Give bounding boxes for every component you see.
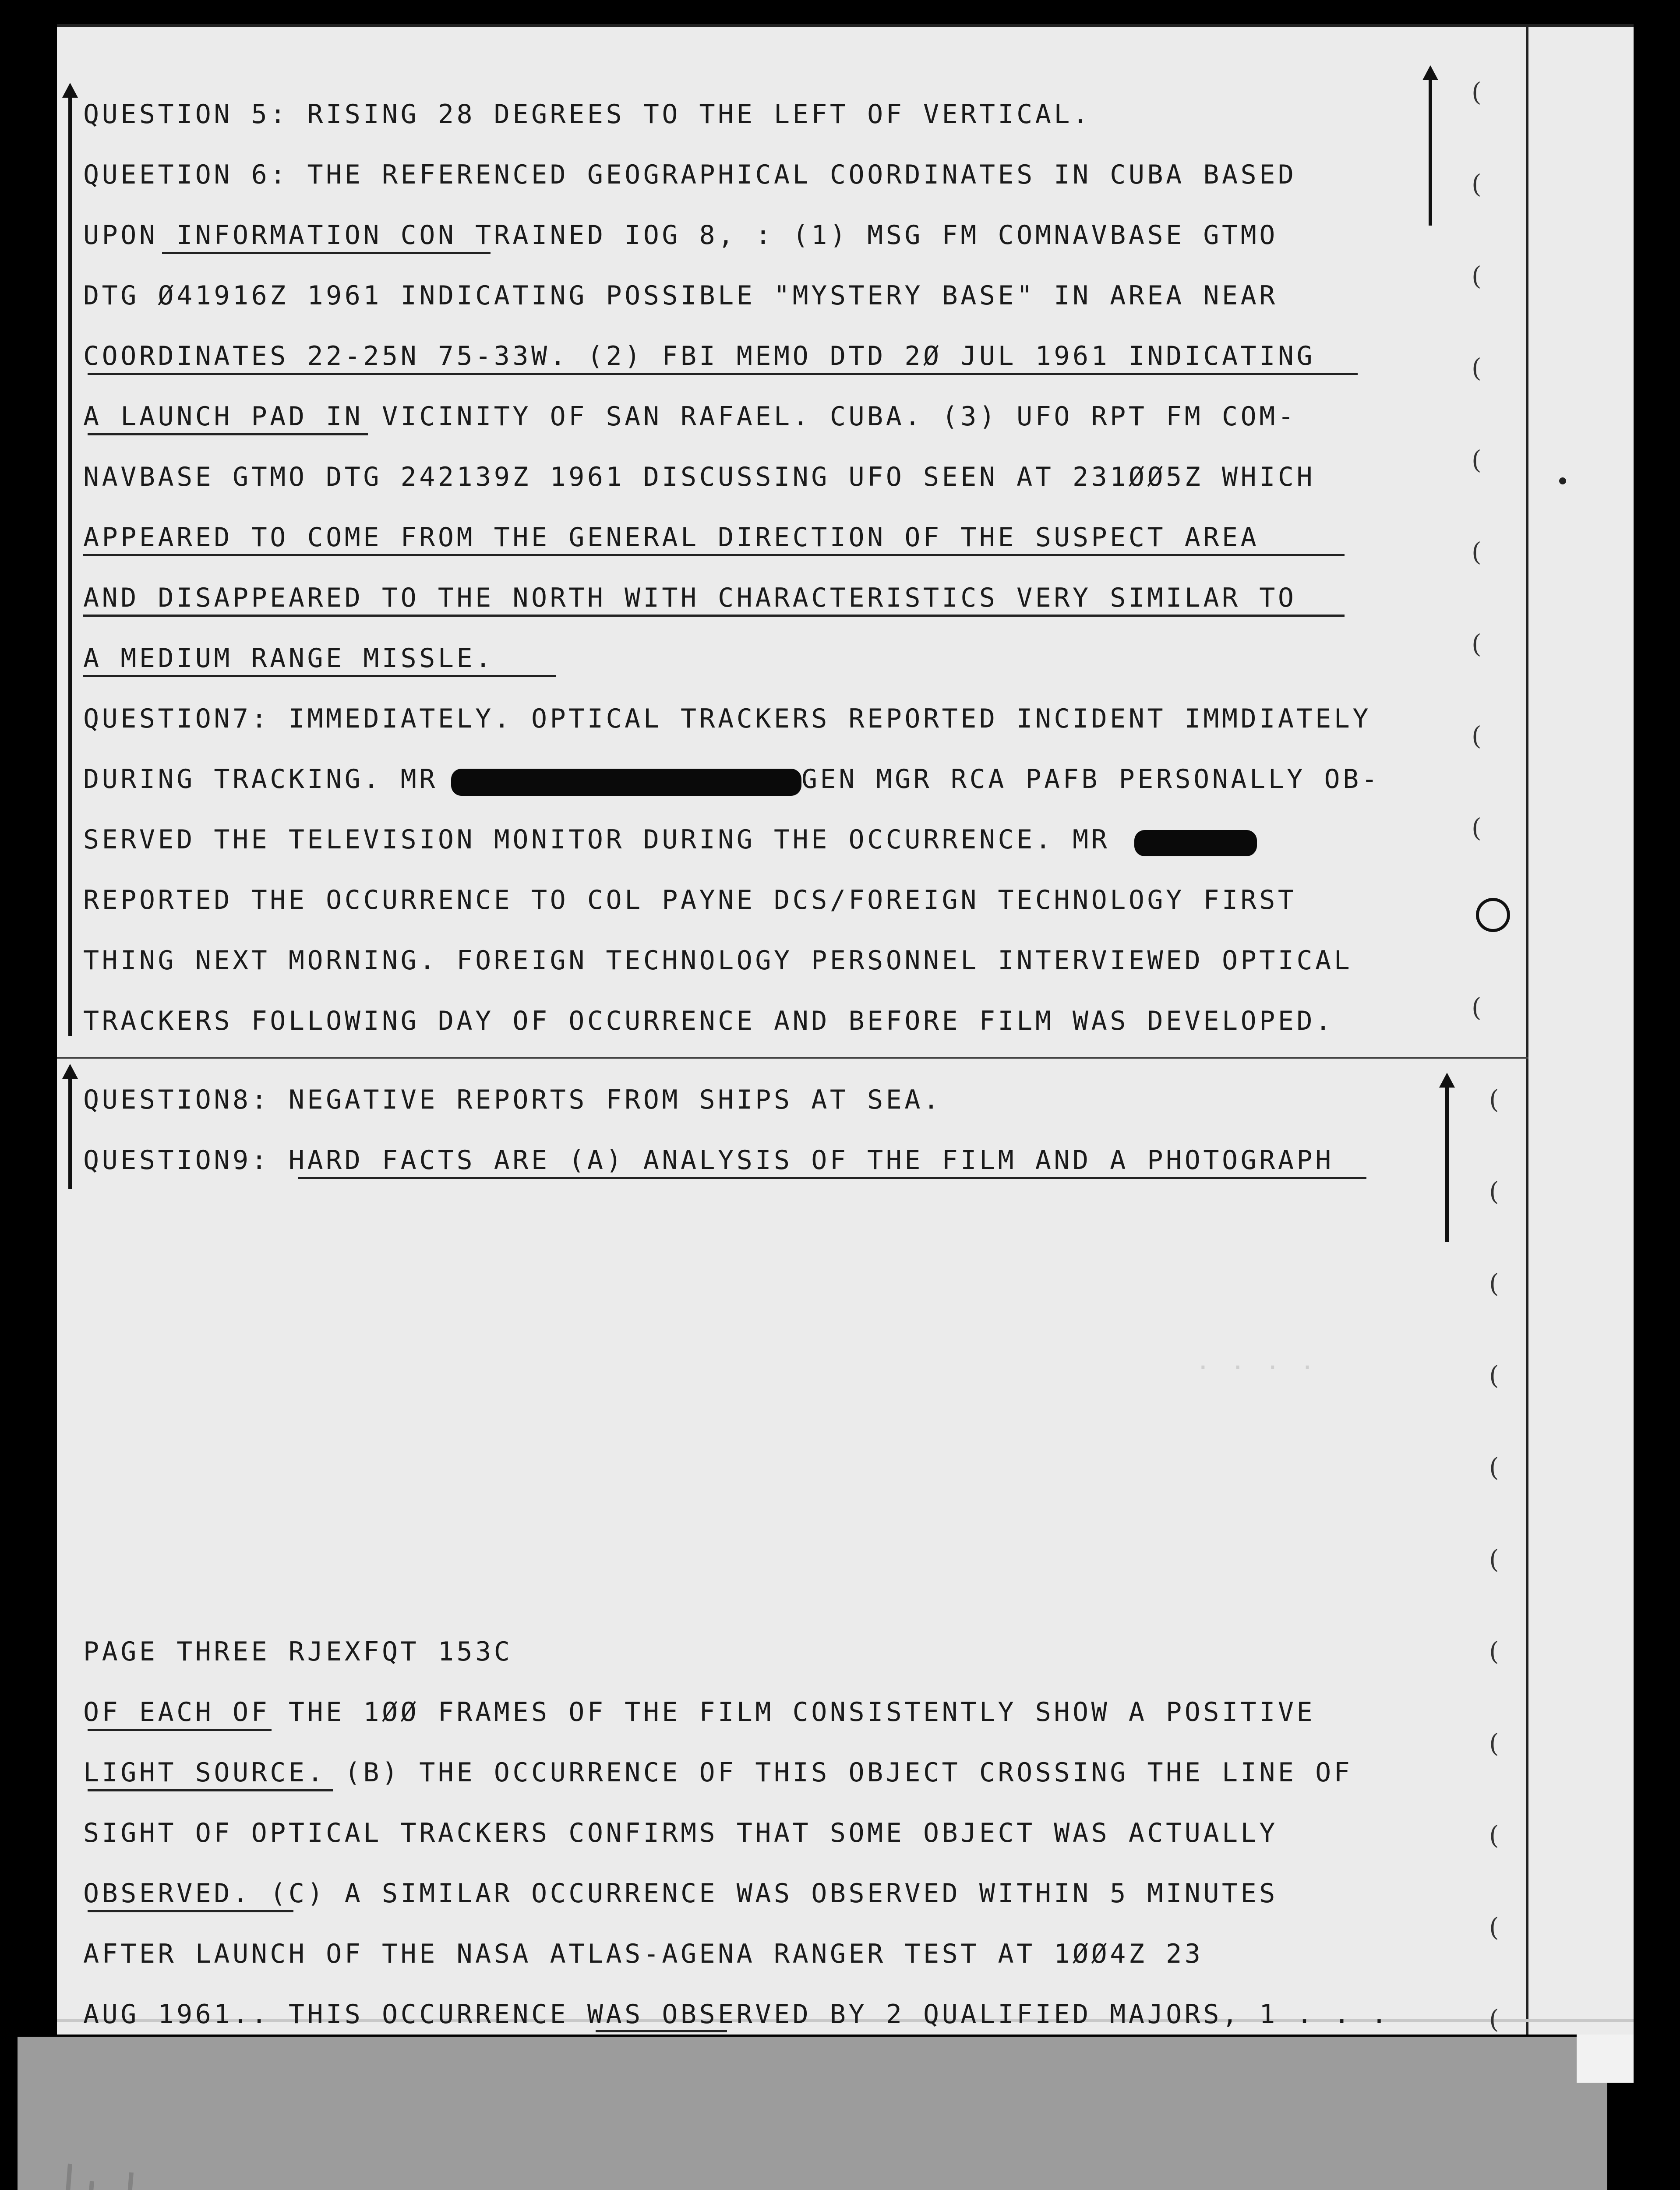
left-arrow-up-icon: [68, 1075, 72, 1084]
hand-underline: [83, 554, 1345, 556]
typed-line: SIGHT OF OPTICAL TRACKERS CONFIRMS THAT SOME OBJECT WAS ACTUALLY: [83, 1818, 1278, 1848]
typed-line: AUG 1961.. THIS OCCURRENCE WAS OBSERVED BY 2 QUALIFIED MAJORS, 1 . . .: [83, 1999, 1390, 2030]
typed-line: UPON INFORMATION CON TRAINED IOG 8, : (1) MSG FM COMNAVBASE GTMO: [83, 220, 1278, 251]
feed-hole-icon: (: [1489, 1728, 1499, 1758]
feed-hole-icon: (: [1472, 629, 1482, 659]
left-margin-bar-mid: [68, 1075, 72, 1189]
feed-hole-icon: (: [1489, 2004, 1499, 2034]
typed-line: A MEDIUM RANGE MISSLE.: [83, 643, 494, 674]
section-divider: [57, 1057, 1528, 1059]
feed-hole-icon: (: [1489, 1360, 1499, 1390]
left-margin-bar-top: [68, 94, 72, 1036]
feed-hole-icon: (: [1489, 1820, 1499, 1850]
right-margin-rule: [1526, 24, 1528, 2035]
typed-line: DTG Ø41916Z 1961 INDICATING POSSIBLE "MYSTERY BASE" IN AREA NEAR: [83, 280, 1278, 311]
feed-hole-icon: (: [1472, 813, 1482, 843]
redaction-bar: [1134, 830, 1257, 856]
typed-line: QUESTION9: HARD FACTS ARE (A) ANALYSIS OF THE FILM AND A PHOTOGRAPH: [83, 1145, 1334, 1176]
right-arrow-up-icon: [1429, 77, 1432, 226]
feed-hole-icon: (: [1489, 1544, 1499, 1574]
redaction-bar: [451, 769, 801, 796]
typed-line: AND DISAPPEARED TO THE NORTH WITH CHARACTERISTICS VERY SIMILAR TO: [83, 583, 1297, 613]
right-arrow-up-icon: [1445, 1084, 1449, 1242]
feed-hole-icon: (: [1489, 1912, 1499, 1942]
feed-hole-icon: (: [1472, 445, 1482, 475]
feed-hole-icon: (: [1472, 169, 1482, 199]
feed-hole-icon: (: [1489, 1268, 1499, 1298]
scanner-mat: [18, 2037, 1607, 2190]
feed-hole-icon: (: [1489, 1176, 1499, 1206]
typed-line: QUEETION 6: THE REFERENCED GEOGRAPHICAL COORDINATES IN CUBA BASED: [83, 159, 1297, 190]
typed-line: OF EACH OF THE 1ØØ FRAMES OF THE FILM CONSISTENTLY SHOW A POSITIVE: [83, 1697, 1316, 1727]
typed-line: OBSERVED. (C) A SIMILAR OCCURRENCE WAS OBSERVED WITHIN 5 MINUTES: [83, 1878, 1278, 1909]
sheet-top-border: [57, 24, 1634, 27]
feed-hole-icon: (: [1472, 993, 1482, 1022]
typed-line: DURING TRACKING. MR: [83, 764, 438, 795]
typed-line: COORDINATES 22-25N 75-33W. (2) FBI MEMO DTD 2Ø JUL 1961 INDICATING: [83, 341, 1316, 371]
feed-hole-icon: (: [1472, 77, 1482, 107]
ghost-text: . . . .: [1196, 1347, 1318, 1375]
teletype-sheet: [57, 24, 1634, 2035]
typed-line: AFTER LAUNCH OF THE NASA ATLAS-AGENA RANGER TEST AT 1ØØ4Z 23: [83, 1939, 1204, 1969]
punch-hole-icon: [1476, 898, 1510, 932]
typed-line: A LAUNCH PAD IN VICINITY OF SAN RAFAEL. CUBA. (3) UFO RPT FM COM-: [83, 401, 1297, 432]
feed-hole-icon: (: [1472, 721, 1482, 751]
typed-line: LIGHT SOURCE. (B) THE OCCURRENCE OF THIS OBJECT CROSSING THE LINE OF: [83, 1757, 1353, 1788]
hand-underline: [596, 2030, 727, 2032]
typed-line: NAVBASE GTMO DTG 242139Z 1961 DISCUSSING UFO SEEN AT 231ØØ5Z WHICH: [83, 462, 1316, 492]
page-header: PAGE THREE RJEXFQT 153C: [83, 1636, 513, 1667]
typed-line: SERVED THE TELEVISION MONITOR DURING THE OCCURRENCE. MR: [83, 824, 1110, 855]
typed-line: QUESTION7: IMMEDIATELY. OPTICAL TRACKERS REPORTED INCIDENT IMMDIATELY: [83, 703, 1371, 734]
scanner-mat-marks: [44, 2146, 149, 2190]
typed-line: THING NEXT MORNING. FOREIGN TECHNOLOGY PERSONNEL INTERVIEWED OPTICAL: [83, 945, 1353, 976]
typed-line: GEN MGR RCA PAFB PERSONALLY OB-: [801, 764, 1380, 795]
feed-hole-icon: (: [1489, 1636, 1499, 1666]
hand-underline: [88, 1789, 333, 1791]
feed-hole-icon: (: [1489, 1452, 1499, 1482]
feed-hole-icon: (: [1472, 537, 1482, 567]
feed-hole-icon: (: [1472, 261, 1482, 291]
hand-underline: [83, 675, 556, 677]
hand-underline: [88, 1910, 293, 1912]
typed-line: TRACKERS FOLLOWING DAY OF OCCURRENCE AND BEFORE FILM WAS DEVELOPED.: [83, 1006, 1334, 1036]
feed-hole-icon: (: [1489, 1084, 1499, 1114]
hand-underline: [88, 433, 368, 435]
hand-underline: [88, 1729, 272, 1731]
left-arrow-up-icon: [68, 94, 72, 112]
hand-underline: [162, 252, 491, 254]
typed-line: QUESTION 5: RISING 28 DEGREES TO THE LEFT OF VERTICAL.: [83, 99, 1091, 130]
hand-underline: [88, 373, 1358, 375]
hand-underline: [298, 1177, 1366, 1179]
typed-line: REPORTED THE OCCURRENCE TO COL PAYNE DCS/FOREIGN TECHNOLOGY FIRST: [83, 885, 1297, 915]
hand-underline: [83, 615, 1345, 617]
typed-line: APPEARED TO COME FROM THE GENERAL DIRECTION OF THE SUSPECT AREA: [83, 522, 1260, 553]
typed-line: QUESTION8: NEGATIVE REPORTS FROM SHIPS AT SEA.: [83, 1084, 942, 1115]
feed-hole-icon: (: [1472, 353, 1482, 383]
ink-dot: [1559, 477, 1566, 484]
